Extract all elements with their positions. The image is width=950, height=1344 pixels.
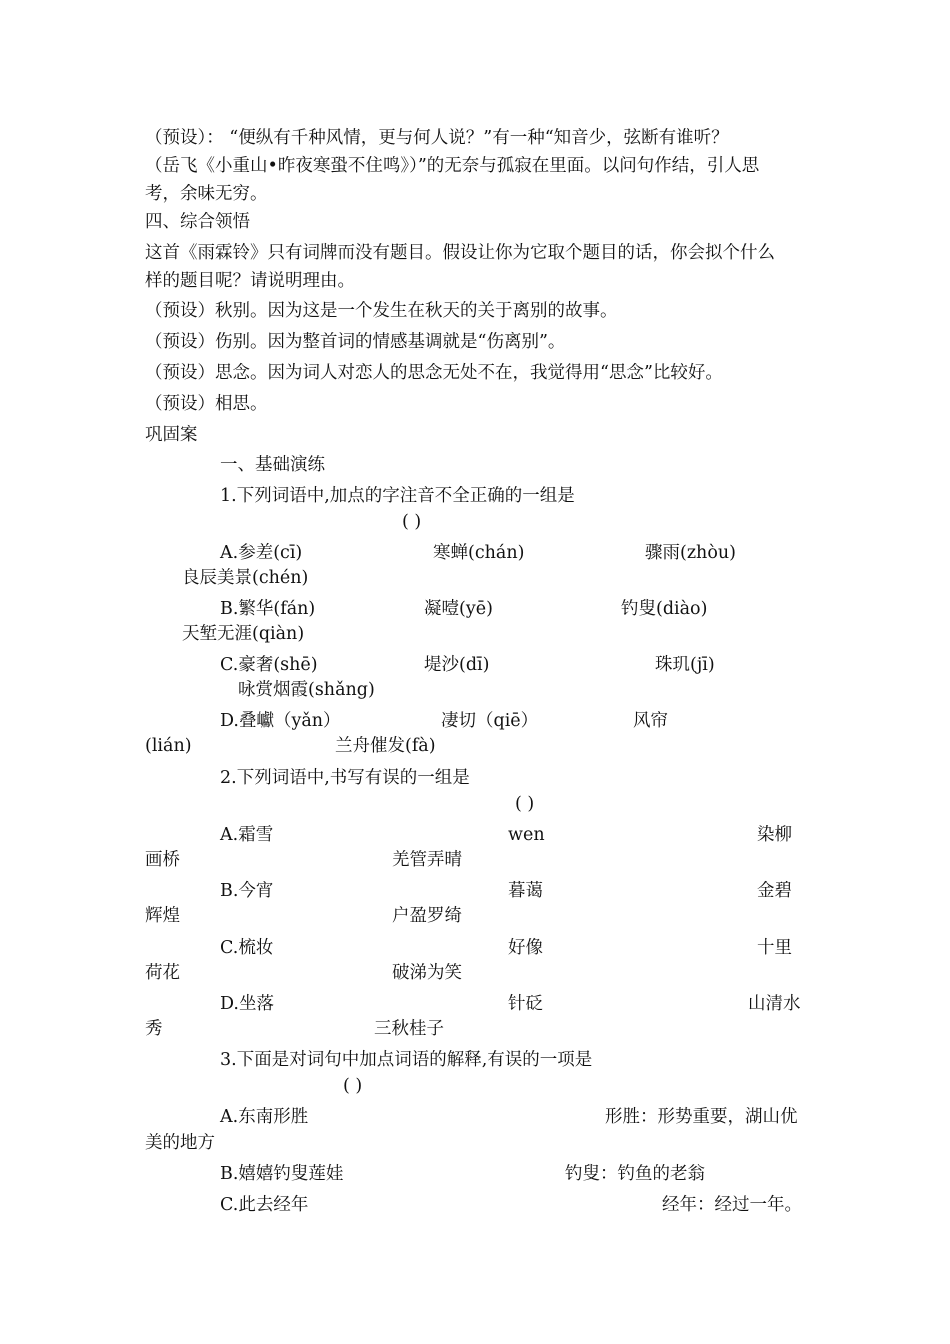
text-line: 凝噎(yē): [424, 599, 493, 619]
text-line: D.坐落: [220, 994, 274, 1014]
text-line: 咏赏烟霞(shǎng): [238, 680, 375, 700]
text-line: B.今宵: [220, 881, 274, 901]
text-line: 这首《雨霖铃》只有词牌而没有题目。假设让你为它取个题目的话，你会拟个什么: [145, 243, 775, 263]
text-line: 骤雨(zhòu): [645, 543, 736, 563]
text-line: A.东南形胜: [220, 1107, 309, 1127]
text-line: 山清水: [748, 994, 801, 1014]
text-line: （岳飞《小重山•昨夜寒蛩不住鸣》）”的无奈与孤寂在里面。以问句作结，引人思: [145, 156, 760, 176]
text-line: 辉煌: [145, 906, 180, 926]
text-line: 钓叟：钓鱼的老翁: [565, 1164, 705, 1184]
text-line: 1.下列词语中,加点的字注音不全正确的一组是: [220, 486, 575, 506]
text-line: 暮蔼: [508, 881, 543, 901]
text-line: 金碧: [757, 881, 792, 901]
text-line: 天堑无涯(qiàn): [182, 624, 305, 644]
text-line: （预设）伤别。因为整首词的情感基调就是“伤离别”。: [145, 332, 566, 352]
text-line: A.参差(cī): [220, 543, 303, 563]
text-line: 荷花: [145, 963, 180, 983]
text-line: 凄切（qiē）: [441, 711, 539, 731]
text-line: 3.下面是对词句中加点词语的解释,有误的一项是: [220, 1050, 593, 1070]
text-line: 染柳: [757, 825, 792, 845]
text-line: C.梳妆: [220, 938, 274, 958]
text-line: 考，余味无穷。: [145, 184, 268, 204]
text-line: 2.下列词语中,书写有误的一组是: [220, 768, 470, 788]
text-line: ( ): [343, 1076, 363, 1096]
text-line: 四、综合领悟: [145, 212, 250, 232]
text-line: 风帘: [633, 711, 668, 731]
text-line: 良辰美景(chén): [182, 568, 309, 588]
text-line: 一、基础演练: [220, 455, 325, 475]
text-line: C.豪奢(shē): [220, 655, 318, 675]
text-line: 好像: [508, 938, 543, 958]
text-line: 户盈罗绮: [392, 906, 462, 926]
text-line: ( ): [515, 794, 535, 814]
text-line: 样的题目呢？请说明理由。: [145, 271, 355, 291]
text-line: 三秋桂子: [374, 1019, 444, 1039]
text-line: 破涕为笑: [392, 963, 462, 983]
text-line: C.此去经年: [220, 1195, 309, 1215]
text-line: （预设）： “便纵有千种风情，更与何人说？”有一种“知音少，弦断有谁听？: [145, 128, 729, 148]
text-line: 针砭: [508, 994, 543, 1014]
text-line: A.霜雪: [220, 825, 274, 845]
text-line: 兰舟催发(fà): [335, 736, 436, 756]
text-line: （预设）思念。因为词人对恋人的思念无处不在，我觉得用“思念”比较好。: [145, 363, 723, 383]
text-line: 十里: [757, 938, 792, 958]
text-line: 堤沙(dī): [424, 655, 490, 675]
text-line: 珠玑(jī): [655, 655, 715, 675]
text-line: (lián): [145, 736, 192, 756]
text-line: 巩固案: [145, 425, 198, 445]
text-line: 美的地方: [145, 1133, 215, 1153]
text-line: 寒蝉(chán): [433, 543, 525, 563]
text-line: 形胜：形势重要，湖山优: [605, 1107, 798, 1127]
text-line: （预设）相思。: [145, 394, 268, 414]
text-line: B.嬉嬉钓叟莲娃: [220, 1164, 344, 1184]
text-line: 经年：经过一年。: [662, 1195, 802, 1215]
text-line: 画桥: [145, 850, 180, 870]
text-line: D.叠巘（yǎn）: [220, 711, 341, 731]
text-line: B.繁华(fán): [220, 599, 316, 619]
text-line: ( ): [402, 512, 422, 532]
text-line: （预设）秋别。因为这是一个发生在秋天的关于离别的故事。: [145, 301, 618, 321]
text-line: 钓叟(diào): [621, 599, 708, 619]
text-line: wen: [508, 825, 545, 845]
text-line: 秀: [145, 1019, 163, 1039]
text-line: 羌管弄晴: [392, 850, 462, 870]
